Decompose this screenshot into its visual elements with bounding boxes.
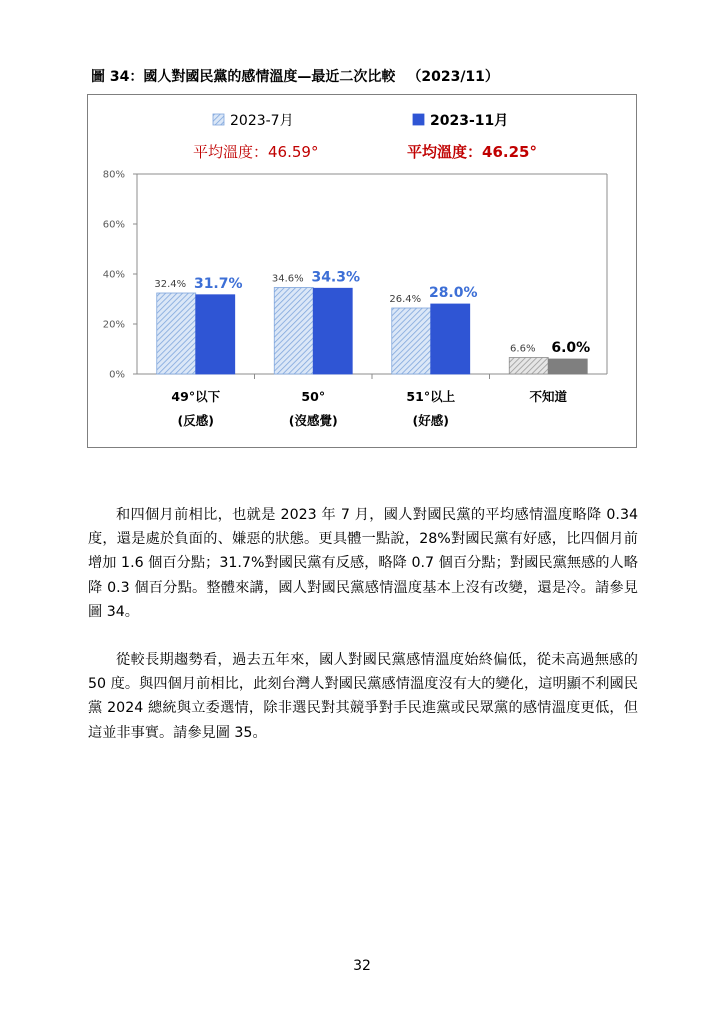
y-tick-label: 40%: [102, 269, 125, 281]
x-category-label: 51°以上: [406, 389, 456, 404]
paragraph-2: [88, 648, 638, 745]
bar-2023-11-0: [196, 295, 235, 374]
bar-2023-11-1: [313, 288, 352, 374]
figure-title-text: 圖 34：國人對國民黨的感情溫度—最近二次比較: [91, 69, 396, 85]
data-label-2023-7-1: 34.6%: [271, 273, 304, 285]
bar-2023-7-3: [509, 358, 548, 375]
y-tick-label: 60%: [102, 219, 125, 231]
bar-2023-7-0: [157, 293, 196, 374]
average-temperature-2023-11: 平均溫度：46.25°: [407, 143, 537, 161]
bar-2023-7-1: [274, 288, 313, 375]
data-label-2023-11-0: 31.7%: [193, 275, 243, 292]
data-label-2023-11-3: 6.0%: [551, 340, 591, 356]
figure-date: （2023/11）: [407, 69, 499, 85]
x-category-sublabel: (反感): [177, 413, 214, 428]
x-category-label: 不知道: [529, 389, 568, 404]
y-tick-label: 0%: [109, 369, 125, 381]
legend-label-2023-11: 2023-11月: [430, 113, 509, 129]
data-label-2023-7-2: 26.4%: [389, 294, 422, 305]
x-category-sublabel: (好感): [412, 413, 449, 428]
bar-2023-7-2: [392, 308, 431, 374]
legend-swatch-2023-7: [213, 114, 224, 125]
x-category-sublabel: (沒感覺): [288, 413, 338, 428]
data-label-2023-11-2: 28.0%: [428, 285, 478, 301]
paragraph-2-text: 從較長期趨勢看，過去五年來，國人對國民黨感情溫度始終偏低，從未高過無感的 50 度。與四個月前相比，此刻台灣人對國民黨感情溫度沒有大的變化，這明顯不利國民黨 2024 總統與立委選情，除非選民對其競爭對手民進黨或民眾黨的感情溫度更低，但這並非事實。請參見圖 35。: [88, 652, 638, 741]
bar-2023-11-2: [431, 304, 470, 374]
data-label-2023-11-1: 34.3%: [311, 269, 361, 286]
legend-swatch-2023-11: [413, 114, 424, 125]
paragraph-1: [88, 503, 638, 624]
page-number: 32: [353, 958, 371, 974]
legend-label-2023-7: 2023-7月: [230, 113, 294, 129]
paragraph-1-text: 和四個月前相比，也就是 2023 年 7 月，國人對國民黨的平均感情溫度略降 0.34 度，還是處於負面的、嫌惡的狀態。更具體一點說，28%對國民黨有好感，比四個月前增加 1.6 個百分點；31.7%對國民黨有反感，略降 0.7 個百分點；對國民黨無感的人略降 0.3 個百分點。整體來講，國人對國民黨感情溫度基本上沒有改變，還是冷。請參見圖 34。: [88, 507, 638, 620]
average-temperature-2023-7: 平均溫度：46.59°: [193, 143, 319, 161]
y-tick-label: 20%: [102, 319, 125, 331]
data-label-2023-7-3: 6.6%: [510, 343, 536, 355]
bar-2023-11-3: [548, 359, 587, 374]
x-category-label: 49°以下: [171, 389, 221, 404]
data-label-2023-7-0: 32.4%: [154, 279, 187, 290]
x-category-label: 50°: [301, 389, 326, 404]
y-tick-label: 80%: [102, 169, 125, 181]
